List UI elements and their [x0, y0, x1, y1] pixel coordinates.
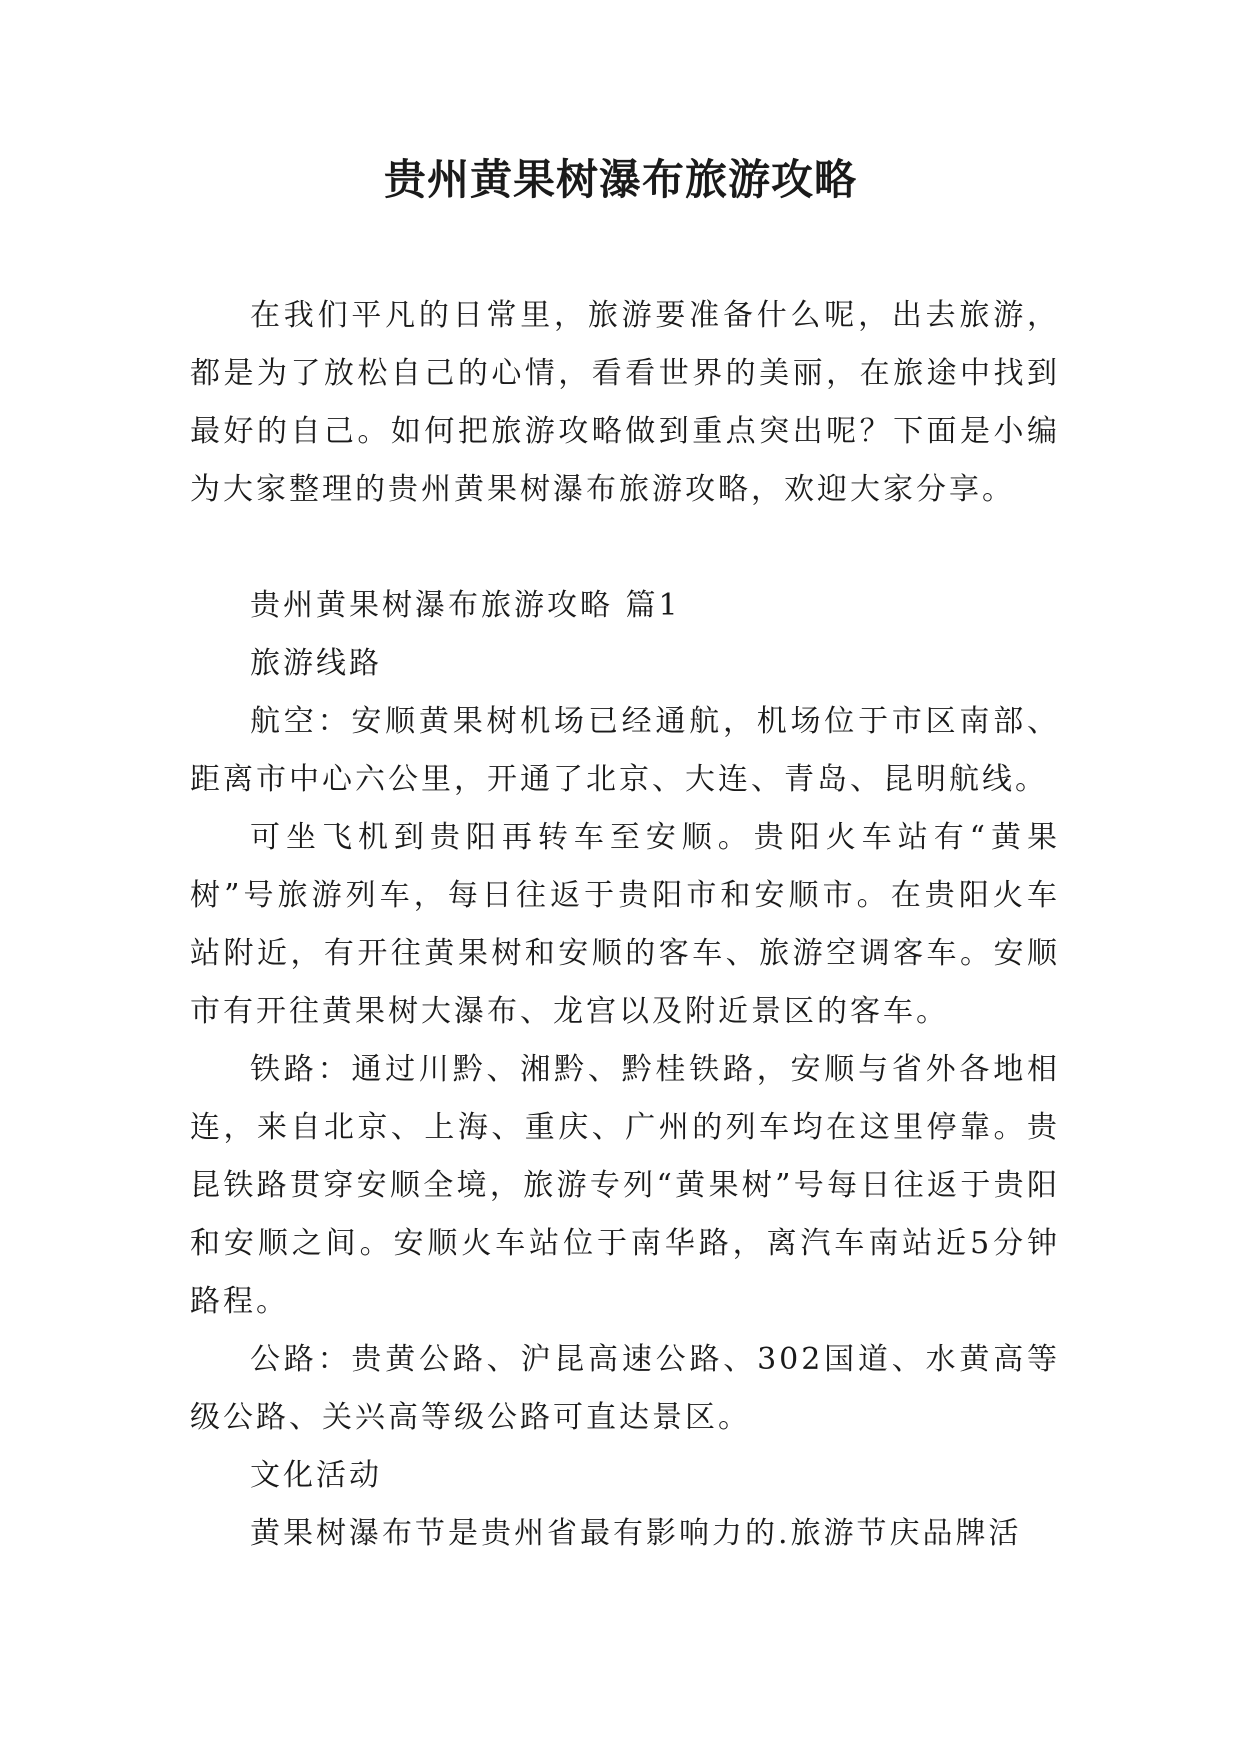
section-heading: 贵州黄果树瀑布旅游攻略 篇1 — [250, 588, 681, 623]
paragraph-air: 航空：安顺黄果树机场已经通航，机场位于市区南部、距离市中心六公里，开通了北京、大连、青岛、昆明航线。 — [190, 704, 1060, 797]
paragraph-transfer: 可坐飞机到贵阳再转车至安顺。贵阳火车站有“黄果树”号旅游列车，每日往返于贵阳市和安顺市。在贵阳火车站附近，有开往黄果树和安顺的客车、旅游空调客车。安顺市有开往黄果树大瀑布、龙宫以及附近景区的客车。 — [190, 820, 1060, 1029]
subheading-culture: 文化活动 — [250, 1458, 382, 1493]
document-title: 贵州黄果树瀑布旅游攻略 — [383, 155, 857, 204]
document-body — [190, 287, 1060, 1563]
subheading-route: 旅游线路 — [250, 646, 382, 681]
section-gap — [190, 519, 1060, 577]
paragraph-railway: 铁路：通过川黔、湘黔、黔桂铁路，安顺与省外各地相连，来自北京、上海、重庆、广州的列车均在这里停靠。贵昆铁路贯穿安顺全境，旅游专列“黄果树”号每日往返于贵阳和安顺之间。安顺火车站位于南华路，离汽车南站近5分钟路程。 — [190, 1052, 1060, 1319]
paragraph-festival: 黄果树瀑布节是贵州省最有影响力的.旅游节庆品牌活 — [250, 1516, 1022, 1551]
intro-paragraph: 在我们平凡的日常里，旅游要准备什么呢，出去旅游，都是为了放松自己的心情，看看世界的美丽，在旅途中找到最好的自己。如何把旅游攻略做到重点突出呢？下面是小编为大家整理的贵州黄果树瀑布旅游攻略，欢迎大家分享。 — [190, 298, 1060, 507]
paragraph-road: 公路：贵黄公路、沪昆高速公路、302国道、水黄高等级公路、关兴高等级公路可直达景区。 — [190, 1342, 1060, 1435]
